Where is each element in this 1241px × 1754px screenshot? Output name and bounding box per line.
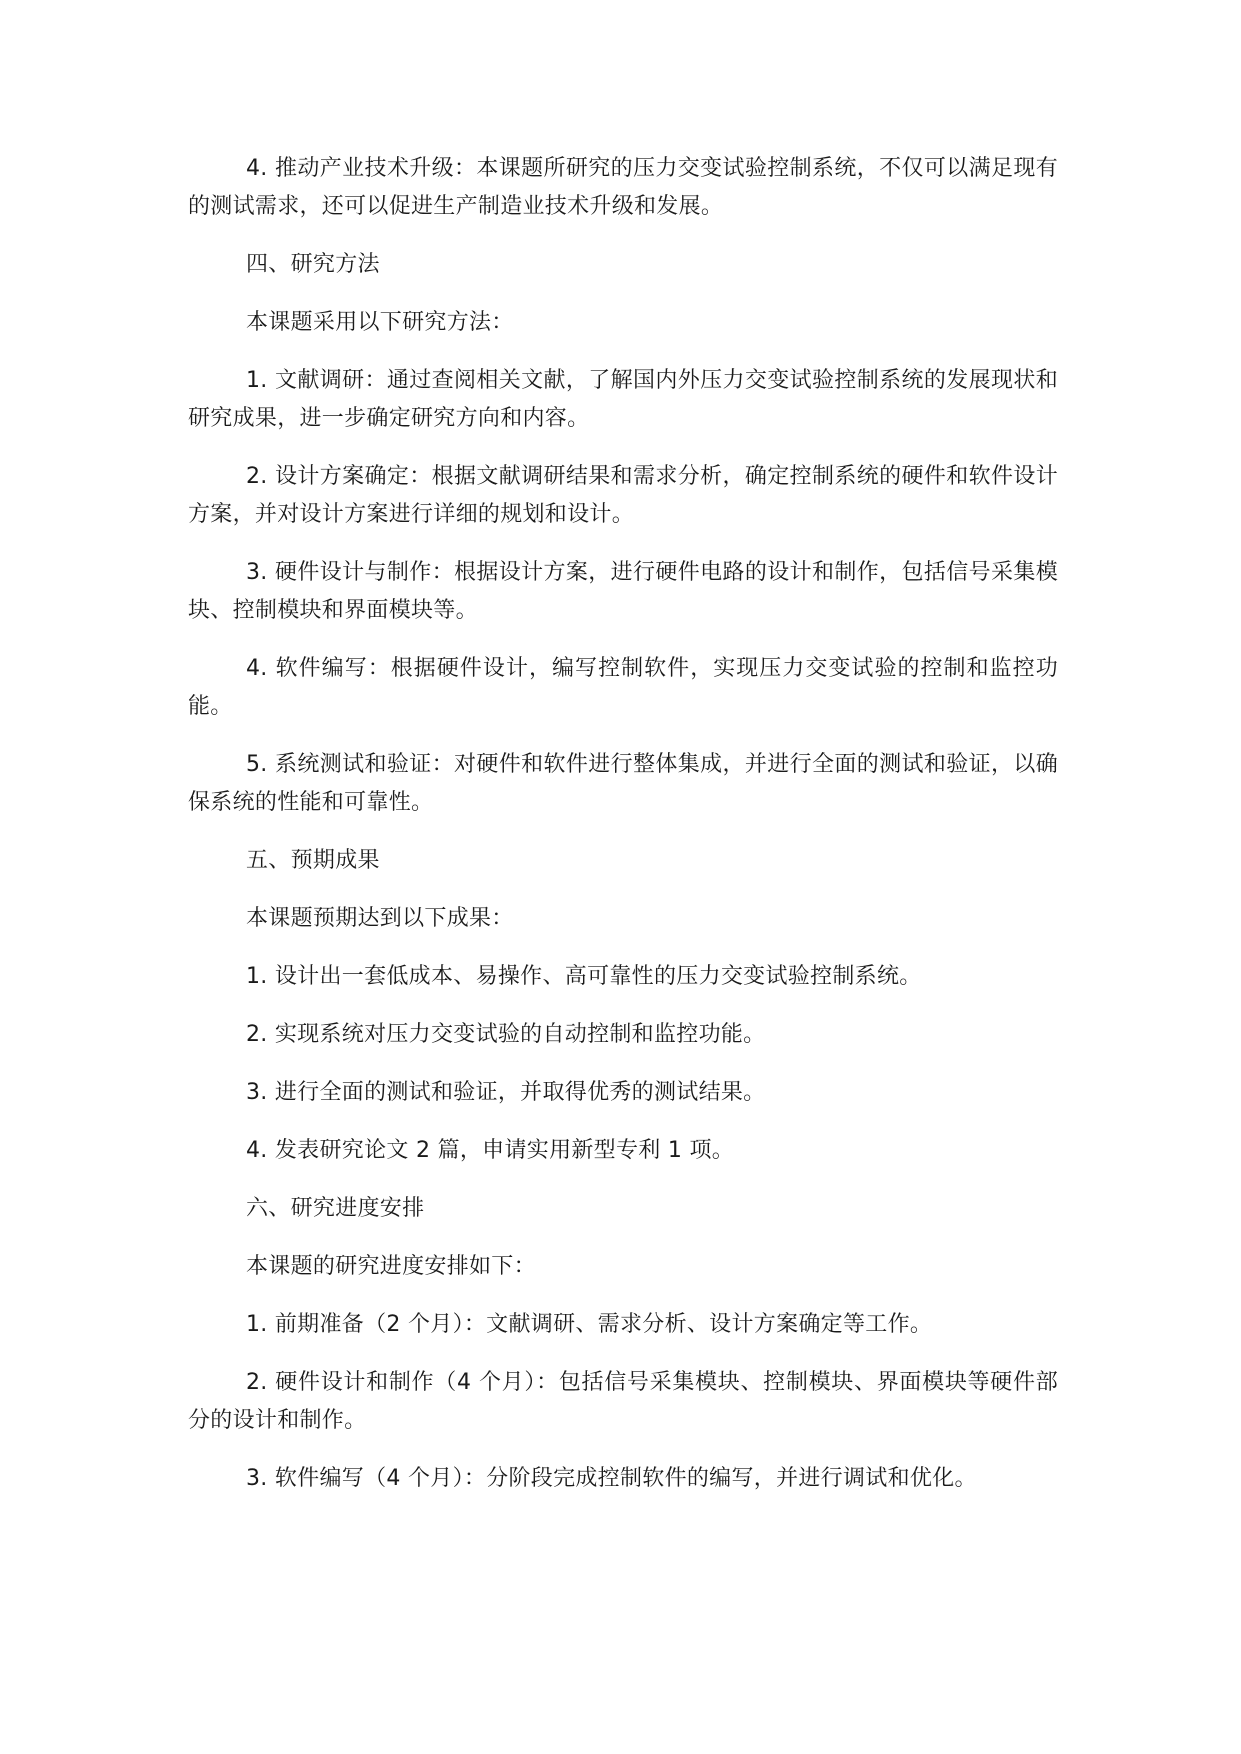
paragraph-result-3: 3. 进行全面的测试和验证，并取得优秀的测试结果。	[246, 1080, 766, 1105]
paragraph-methods-intro: 本课题采用以下研究方法：	[246, 310, 514, 335]
paragraph-schedule-intro: 本课题的研究进度安排如下：	[246, 1254, 536, 1279]
section-heading-schedule: 六、研究进度安排	[246, 1196, 425, 1221]
paragraph-method-literature: 1. 文献调研：通过查阅相关文献，了解国内外压力交变试验控制系统的发展现状和研究成果，进一步确定研究方向和内容。	[188, 368, 1058, 431]
paragraph-method-hardware: 3. 硬件设计与制作：根据设计方案，进行硬件电路的设计和制作，包括信号采集模块、控制模块和界面模块等。	[188, 560, 1058, 623]
paragraph-schedule-1: 1. 前期准备（2 个月）：文献调研、需求分析、设计方案确定等工作。	[246, 1312, 933, 1337]
paragraph-result-4: 4. 发表研究论文 2 篇，申请实用新型专利 1 项。	[246, 1138, 735, 1163]
paragraph-result-2: 2. 实现系统对压力交变试验的自动控制和监控功能。	[246, 1022, 766, 1047]
paragraph-industry-upgrade: 4. 推动产业技术升级：本课题所研究的压力交变试验控制系统，不仅可以满足现有的测试需求，还可以促进生产制造业技术升级和发展。	[188, 156, 1058, 219]
paragraph-schedule-3: 3. 软件编写（4 个月）：分阶段完成控制软件的编写，并进行调试和优化。	[246, 1466, 977, 1491]
section-heading-research-methods: 四、研究方法	[246, 252, 380, 277]
paragraph-method-testing: 5. 系统测试和验证：对硬件和软件进行整体集成，并进行全面的测试和验证，以确保系统的性能和可靠性。	[188, 752, 1058, 815]
section-heading-expected-results: 五、预期成果	[246, 848, 380, 873]
paragraph-method-software: 4. 软件编写：根据硬件设计，编写控制软件，实现压力交变试验的控制和监控功能。	[188, 656, 1058, 719]
paragraph-schedule-2: 2. 硬件设计和制作（4 个月）：包括信号采集模块、控制模块、界面模块等硬件部分的设计和制作。	[188, 1370, 1058, 1433]
paragraph-result-1: 1. 设计出一套低成本、易操作、高可靠性的压力交变试验控制系统。	[246, 964, 922, 989]
paragraph-results-intro: 本课题预期达到以下成果：	[246, 906, 514, 931]
document-page	[188, 150, 1058, 1518]
paragraph-method-design-plan: 2. 设计方案确定：根据文献调研结果和需求分析，确定控制系统的硬件和软件设计方案，并对设计方案进行详细的规划和设计。	[188, 464, 1058, 527]
